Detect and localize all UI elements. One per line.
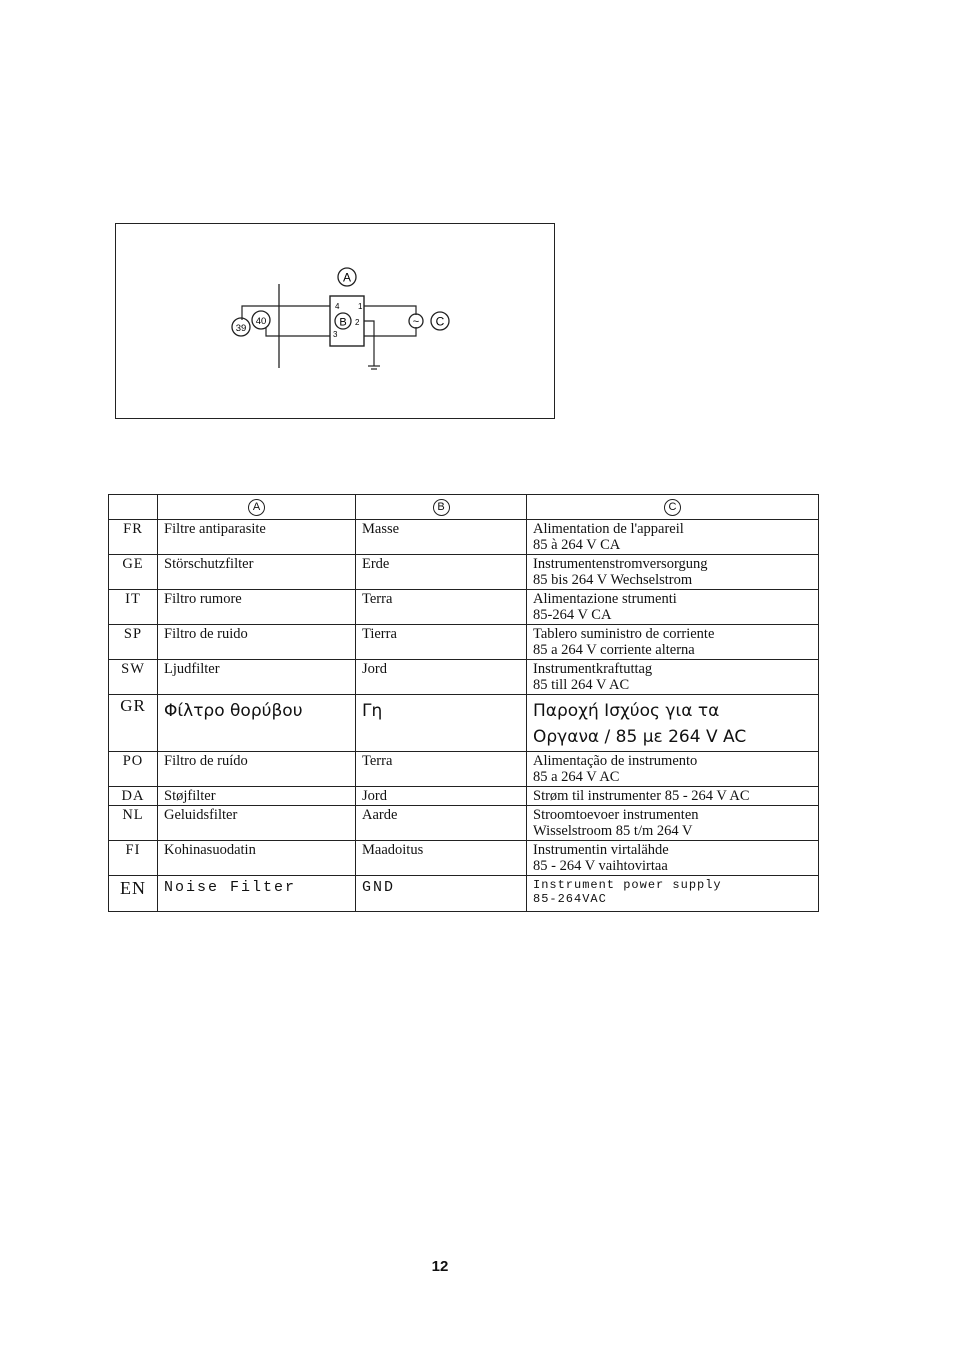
- header-code: [109, 495, 158, 520]
- header-b-label: B: [433, 499, 450, 516]
- wiring-diagram-svg: [116, 224, 556, 420]
- cell-c-line2: Wisselstroom 85 t/m 264 V: [533, 823, 693, 839]
- cell-c: [527, 555, 819, 590]
- cell-b: Terra: [356, 752, 527, 787]
- table-row: [109, 806, 819, 841]
- cell-c-line1: Tablero suministro de corriente: [533, 626, 715, 642]
- cell-b: Masse: [356, 520, 527, 555]
- label-c-text: C: [435, 314, 445, 329]
- table-row: [109, 787, 819, 806]
- cell-b: Erde: [356, 555, 527, 590]
- table-row: [109, 660, 819, 695]
- cell-c: [527, 876, 819, 912]
- cell-c-line1: Alimentação de instrumento: [533, 753, 698, 769]
- wire-pin1: [364, 306, 416, 315]
- table-row: [109, 695, 819, 752]
- lang-code: FI: [109, 841, 158, 876]
- table-row: [109, 625, 819, 660]
- cell-a: Noise Filter: [158, 876, 356, 912]
- cell-a: Filtro de ruído: [158, 752, 356, 787]
- cell-c-line2: 85 till 264 V AC: [533, 677, 630, 693]
- cell-c-line2: 85 - 264 V vaihtovirtaa: [533, 858, 668, 874]
- lang-code: DA: [109, 787, 158, 806]
- lang-code: GE: [109, 555, 158, 590]
- cell-b: Aarde: [356, 806, 527, 841]
- wiring-diagram: [115, 223, 555, 419]
- header-b: [356, 495, 527, 520]
- cell-c: [527, 806, 819, 841]
- terminal-40-label: 40: [255, 316, 267, 327]
- cell-c-line1: Alimentation de l'appareil: [533, 521, 684, 537]
- table-row: [109, 590, 819, 625]
- cell-a: Störschutzfilter: [158, 555, 356, 590]
- table-row: [109, 876, 819, 912]
- page-number: 12: [431, 1258, 449, 1275]
- cell-b: Tierra: [356, 625, 527, 660]
- language-table: [108, 494, 819, 912]
- table-row: [109, 841, 819, 876]
- table-row: [109, 555, 819, 590]
- cell-a: Ljudfilter: [158, 660, 356, 695]
- header-c-label: C: [664, 499, 681, 516]
- label-a-text: A: [342, 270, 352, 285]
- cell-c-line1: Παροχή Ισχύος για τα: [533, 701, 720, 721]
- cell-a: Φίλτρο θορύβου: [158, 695, 356, 752]
- cell-c-line2: 85-264VAC: [533, 892, 607, 906]
- cell-b: Jord: [356, 787, 527, 806]
- pin-1: 1: [358, 302, 363, 311]
- wire-pin3: [266, 328, 330, 336]
- cell-b: GND: [356, 876, 527, 912]
- cell-c-line1: Instrumentin virtalähde: [533, 842, 669, 858]
- cell-a: Geluidsfilter: [158, 806, 356, 841]
- ac-symbol: ~: [412, 316, 420, 328]
- lang-code: GR: [109, 695, 158, 752]
- cell-a: Støjfilter: [158, 787, 356, 806]
- lang-code: SW: [109, 660, 158, 695]
- label-b-text: B: [339, 316, 347, 329]
- header-a: [158, 495, 356, 520]
- cell-c-line1: Instrumentkraftuttag: [533, 661, 653, 677]
- table-header-row: [109, 495, 819, 520]
- pin-2: 2: [355, 318, 360, 327]
- cell-a: Kohinasuodatin: [158, 841, 356, 876]
- cell-c-line2: 85 a 264 V corriente alterna: [533, 642, 695, 658]
- cell-c-line2: 85 à 264 V CA: [533, 537, 621, 553]
- lang-code: NL: [109, 806, 158, 841]
- cell-b: Terra: [356, 590, 527, 625]
- cell-c: [527, 520, 819, 555]
- cell-c: [527, 590, 819, 625]
- lang-code: FR: [109, 520, 158, 555]
- cell-c-line1: Strøm til instrumenter 85 - 264 V AC: [533, 788, 750, 804]
- cell-b: Maadoitus: [356, 841, 527, 876]
- lang-code: SP: [109, 625, 158, 660]
- wire-pin2: [364, 327, 416, 336]
- cell-c-line1: Alimentazione strumenti: [533, 591, 677, 607]
- cell-c-line1: Instrument power supply: [533, 878, 722, 892]
- pin-3: 3: [333, 330, 338, 339]
- cell-c: [527, 660, 819, 695]
- cell-c-line1: Stroomtoevoer instrumenten: [533, 807, 699, 823]
- lang-code: PO: [109, 752, 158, 787]
- terminal-39-label: 39: [235, 323, 247, 334]
- cell-c: [527, 695, 819, 752]
- cell-c-line1: Instrumentenstromversorgung: [533, 556, 708, 572]
- header-c: [527, 495, 819, 520]
- cell-c-line2: 85-264 V CA: [533, 607, 612, 623]
- cell-a: Filtro de ruido: [158, 625, 356, 660]
- lang-code: EN: [109, 876, 158, 912]
- ground-wire: [364, 321, 374, 366]
- lang-code: IT: [109, 590, 158, 625]
- header-a-label: A: [248, 499, 265, 516]
- pin-4: 4: [335, 302, 340, 311]
- cell-a: Filtre antiparasite: [158, 520, 356, 555]
- table-row: [109, 752, 819, 787]
- cell-c-line2: Οργανα / 85 με 264 V AC: [533, 727, 747, 747]
- cell-c: [527, 625, 819, 660]
- cell-b: Jord: [356, 660, 527, 695]
- cell-a: Filtro rumore: [158, 590, 356, 625]
- cell-c-line2: 85 a 264 V AC: [533, 769, 620, 785]
- cell-c: [527, 787, 819, 806]
- cell-b: Γη: [356, 695, 527, 752]
- table-row: [109, 520, 819, 555]
- cell-c: [527, 752, 819, 787]
- cell-c: [527, 841, 819, 876]
- cell-c-line2: 85 bis 264 V Wechselstrom: [533, 572, 693, 588]
